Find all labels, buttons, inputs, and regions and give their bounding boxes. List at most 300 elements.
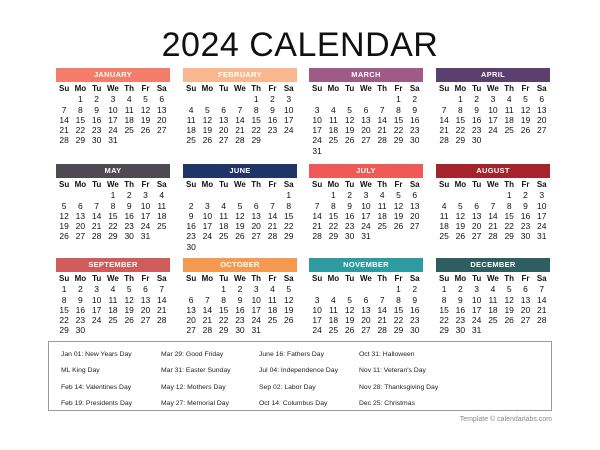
- weekday-label: We: [107, 274, 119, 283]
- day-cell: 27: [251, 231, 261, 242]
- day-cell: 19: [393, 210, 404, 221]
- day-cell: 15: [59, 304, 69, 315]
- day-cell: 11: [268, 294, 277, 305]
- empty-cell: [248, 190, 264, 200]
- day-cell: 16: [75, 304, 86, 315]
- day-cell: 14: [91, 210, 102, 221]
- empty-cell: [309, 190, 325, 200]
- day-cell: 11: [439, 210, 449, 221]
- day-cell: 7: [61, 104, 67, 115]
- day-cell: 22: [393, 315, 404, 326]
- day-cell: 30: [409, 325, 420, 336]
- weekday-label: Su: [312, 84, 323, 93]
- empty-cell: [56, 94, 72, 104]
- day-cell: 2: [474, 94, 480, 105]
- day-cell: 20: [536, 114, 547, 125]
- day-cell: 10: [283, 104, 294, 115]
- empty-cell: [183, 190, 199, 200]
- weekday-label: Su: [312, 180, 323, 189]
- day-cell: 18: [218, 221, 229, 232]
- day-cell: 6: [474, 200, 480, 211]
- day-cell: 20: [361, 125, 371, 136]
- day-cell: 3: [253, 284, 259, 295]
- day-cell: 16: [455, 304, 466, 315]
- day-cell: 17: [108, 114, 118, 125]
- day-cell: 22: [455, 125, 466, 136]
- weekday-label: Su: [59, 274, 70, 283]
- day-cell: 29: [328, 231, 339, 242]
- day-cell: 4: [331, 104, 336, 115]
- day-cell: 8: [396, 294, 401, 305]
- day-cell: 31: [108, 135, 118, 146]
- day-cell: 26: [393, 221, 404, 232]
- day-cell: 19: [504, 304, 514, 315]
- holiday-item: Nov 28: Thanksgiving Day: [359, 383, 439, 391]
- day-cell: 4: [270, 284, 275, 295]
- month-october: [183, 258, 297, 336]
- day-cell: 29: [439, 325, 449, 336]
- day-cell: 22: [328, 221, 339, 232]
- day-cell: 10: [251, 294, 261, 305]
- day-cell: 4: [110, 284, 116, 295]
- day-cell: 27: [520, 315, 531, 326]
- day-cell: 19: [124, 304, 134, 315]
- weekday-label: Mo: [201, 84, 214, 93]
- month-days-grid: [56, 180, 170, 242]
- day-cell: 18: [186, 125, 196, 136]
- day-cell: 4: [221, 200, 227, 211]
- empty-cell: [216, 190, 232, 200]
- day-cell: 22: [283, 221, 294, 232]
- day-cell: 4: [331, 294, 336, 305]
- day-cell: 17: [140, 210, 151, 221]
- day-cell: 16: [409, 114, 420, 125]
- holiday-item: May 12: Mothers Day: [161, 383, 226, 391]
- day-cell: 13: [251, 210, 261, 221]
- day-cell: 30: [91, 135, 102, 146]
- month-days-grid: [436, 180, 550, 242]
- day-cell: 28: [267, 231, 278, 242]
- day-cell: 12: [59, 210, 69, 221]
- weekday-label: Sa: [156, 180, 167, 189]
- day-cell: 21: [439, 125, 449, 136]
- day-cell: 21: [488, 221, 498, 232]
- day-cell: 23: [124, 221, 134, 232]
- weekday-label: Mo: [327, 274, 340, 283]
- day-cell: 18: [124, 114, 134, 125]
- holiday-item: Jan 01: New Years Day: [61, 351, 132, 358]
- day-cell: 22: [251, 125, 261, 136]
- holiday-item: June 16: Fathers Day: [259, 351, 324, 358]
- day-cell: 25: [267, 315, 278, 326]
- weekday-label: We: [360, 84, 372, 93]
- weekday-label: Sa: [156, 84, 167, 93]
- day-cell: 30: [75, 325, 86, 336]
- day-cell: 25: [504, 125, 514, 136]
- weekday-label: Mo: [74, 274, 87, 283]
- day-cell: 2: [78, 284, 83, 295]
- day-cell: 17: [488, 114, 498, 125]
- day-cell: 29: [504, 231, 514, 242]
- day-cell: 15: [328, 210, 339, 221]
- day-cell: 14: [59, 114, 69, 125]
- day-cell: 20: [75, 221, 86, 232]
- weekday-label: Sa: [536, 274, 547, 283]
- day-cell: 27: [218, 135, 229, 146]
- day-cell: 13: [186, 304, 196, 315]
- day-cell: 14: [488, 210, 498, 221]
- empty-cell: [309, 284, 325, 294]
- weekday-label: Tu: [345, 274, 355, 283]
- day-cell: 3: [474, 284, 480, 295]
- empty-cell: [452, 190, 468, 200]
- day-cell: 1: [78, 94, 83, 105]
- day-cell: 11: [488, 294, 498, 305]
- weekday-label: We: [487, 180, 499, 189]
- weekday-label: Mo: [201, 274, 214, 283]
- day-cell: 19: [455, 221, 466, 232]
- weekday-label: Tu: [92, 180, 102, 189]
- holidays-box: [48, 341, 552, 411]
- day-cell: 5: [126, 284, 132, 295]
- day-cell: 6: [539, 94, 545, 105]
- day-cell: 1: [61, 284, 67, 295]
- month-days-grid: [309, 180, 423, 242]
- day-cell: 17: [312, 125, 322, 136]
- day-cell: 6: [523, 284, 528, 295]
- day-cell: 19: [59, 221, 69, 232]
- day-cell: 5: [347, 104, 353, 115]
- weekday-label: Su: [439, 84, 450, 93]
- day-cell: 14: [312, 210, 322, 221]
- weekday-label: We: [107, 180, 119, 189]
- day-cell: 27: [471, 231, 482, 242]
- day-cell: 9: [188, 210, 194, 221]
- day-cell: 11: [124, 104, 134, 115]
- day-cell: 21: [536, 304, 547, 315]
- holiday-column: [161, 351, 271, 417]
- day-cell: 29: [251, 135, 261, 146]
- day-cell: 7: [379, 294, 385, 305]
- day-cell: 6: [363, 294, 369, 305]
- day-cell: 23: [520, 221, 531, 232]
- day-cell: 17: [312, 315, 322, 326]
- day-cell: 16: [235, 304, 245, 315]
- day-cell: 30: [344, 231, 355, 242]
- day-cell: 4: [441, 200, 447, 211]
- month-days-grid: [56, 84, 170, 146]
- day-cell: 28: [312, 231, 322, 242]
- day-cell: 5: [506, 284, 512, 295]
- weekday-label: We: [107, 84, 119, 93]
- weekday-label: Th: [124, 180, 135, 189]
- day-cell: 8: [506, 200, 512, 211]
- day-cell: 7: [379, 104, 385, 115]
- day-cell: 26: [202, 135, 213, 146]
- day-cell: 27: [140, 315, 151, 326]
- day-cell: 12: [202, 114, 213, 125]
- day-cell: 5: [458, 200, 463, 211]
- weekday-label: Th: [504, 274, 515, 283]
- day-cell: 22: [504, 221, 514, 232]
- day-cell: 25: [328, 135, 339, 146]
- weekday-label: Fr: [521, 180, 530, 189]
- day-cell: 6: [363, 104, 369, 115]
- weekday-label: Tu: [92, 274, 102, 283]
- weekday-label: We: [360, 274, 372, 283]
- holiday-item: Nov 11: Veteran's Day: [359, 367, 426, 375]
- day-cell: 1: [221, 284, 227, 295]
- day-cell: 6: [143, 284, 148, 295]
- holiday-item: Oct 31: Halloween: [359, 351, 415, 358]
- day-cell: 23: [235, 315, 245, 326]
- day-cell: 9: [412, 104, 418, 115]
- day-cell: 30: [520, 231, 531, 242]
- day-cell: 8: [78, 104, 83, 115]
- holiday-item: Oct 14: Columbus Day: [259, 400, 328, 408]
- holiday-item: Mar 31: Easter Sunday: [161, 367, 231, 375]
- weekday-label: Th: [504, 84, 515, 93]
- month-header: FEBRUARY: [183, 68, 297, 82]
- day-cell: 30: [186, 241, 196, 252]
- weekday-label: Fr: [141, 274, 150, 283]
- month-march: [309, 68, 423, 156]
- day-cell: 18: [267, 304, 278, 315]
- day-cell: 14: [235, 114, 245, 125]
- holiday-item: May 27: Memorial Day: [161, 400, 229, 408]
- day-cell: 5: [286, 284, 292, 295]
- day-cell: 18: [328, 315, 339, 326]
- day-cell: 7: [94, 200, 100, 211]
- day-cell: 3: [490, 94, 496, 105]
- empty-cell: [232, 190, 248, 200]
- empty-cell: [325, 284, 341, 294]
- day-cell: 23: [267, 125, 278, 136]
- day-cell: 27: [75, 231, 86, 242]
- month-june: [183, 164, 297, 252]
- day-cell: 3: [94, 284, 100, 295]
- day-cell: 12: [124, 294, 134, 305]
- day-cell: 5: [143, 94, 148, 105]
- day-cell: 22: [218, 315, 229, 326]
- empty-cell: [436, 190, 452, 200]
- day-cell: 8: [110, 200, 116, 211]
- empty-cell: [374, 94, 390, 104]
- day-cell: 28: [536, 315, 547, 326]
- day-cell: 23: [91, 125, 102, 136]
- day-cell: 6: [78, 200, 83, 211]
- day-cell: 15: [283, 210, 294, 221]
- weekday-label: Tu: [345, 84, 355, 93]
- holiday-column: [359, 351, 469, 417]
- day-cell: 2: [188, 200, 194, 211]
- day-cell: 20: [140, 304, 151, 315]
- day-cell: 2: [237, 284, 243, 295]
- day-cell: 31: [361, 231, 371, 242]
- day-cell: 14: [439, 114, 449, 125]
- day-cell: 27: [186, 325, 196, 336]
- month-april: [436, 68, 550, 146]
- day-cell: 8: [221, 294, 227, 305]
- day-cell: 20: [156, 114, 167, 125]
- day-cell: 15: [108, 210, 118, 221]
- day-cell: 10: [536, 200, 547, 211]
- day-cell: 25: [186, 135, 196, 146]
- weekday-label: Th: [377, 180, 388, 189]
- weekday-label: Su: [186, 180, 197, 189]
- day-cell: 18: [504, 114, 514, 125]
- day-cell: 13: [75, 210, 86, 221]
- weekday-label: Mo: [74, 84, 87, 93]
- day-cell: 2: [458, 284, 463, 295]
- day-cell: 18: [328, 125, 339, 136]
- day-cell: 20: [361, 315, 371, 326]
- empty-cell: [374, 284, 390, 294]
- weekday-label: Th: [504, 180, 515, 189]
- month-december: [436, 258, 550, 336]
- weekday-label: Sa: [283, 180, 294, 189]
- day-cell: 7: [441, 104, 447, 115]
- day-cell: 20: [251, 221, 261, 232]
- day-cell: 12: [393, 200, 404, 211]
- day-cell: 9: [270, 104, 275, 115]
- day-cell: 3: [314, 294, 320, 305]
- day-cell: 1: [331, 190, 336, 201]
- weekday-label: Th: [124, 84, 135, 93]
- day-cell: 1: [253, 94, 259, 105]
- day-cell: 11: [157, 200, 167, 211]
- month-header: AUGUST: [436, 164, 550, 178]
- day-cell: 24: [140, 221, 151, 232]
- day-cell: 1: [110, 190, 116, 201]
- month-november: [309, 258, 423, 336]
- day-cell: 13: [520, 294, 531, 305]
- day-cell: 24: [471, 315, 482, 326]
- holiday-item: Feb 14: Valentines Day: [61, 383, 132, 391]
- day-cell: 30: [471, 135, 482, 146]
- day-cell: 26: [344, 135, 355, 146]
- day-cell: 11: [377, 200, 387, 211]
- weekday-label: We: [234, 84, 246, 93]
- day-cell: 18: [377, 210, 387, 221]
- empty-cell: [264, 190, 280, 200]
- month-header: DECEMBER: [436, 258, 550, 272]
- day-cell: 18: [488, 304, 498, 315]
- day-cell: 24: [91, 315, 102, 326]
- day-cell: 23: [409, 315, 420, 326]
- day-cell: 12: [504, 294, 514, 305]
- day-cell: 16: [520, 210, 531, 221]
- calendar-title: 2024 CALENDAR: [161, 26, 439, 64]
- day-cell: 3: [286, 94, 292, 105]
- month-header: JUNE: [183, 164, 297, 178]
- empty-cell: [485, 190, 501, 200]
- day-cell: 19: [140, 114, 151, 125]
- weekday-label: Sa: [409, 180, 420, 189]
- day-cell: 21: [377, 125, 387, 136]
- day-cell: 25: [108, 315, 118, 326]
- empty-cell: [183, 94, 199, 104]
- day-cell: 5: [396, 190, 401, 201]
- day-cell: 9: [458, 294, 463, 305]
- day-cell: 28: [156, 315, 167, 326]
- day-cell: 10: [91, 294, 102, 305]
- day-cell: 10: [202, 210, 213, 221]
- day-cell: 20: [409, 210, 420, 221]
- day-cell: 25: [439, 231, 449, 242]
- day-cell: 16: [91, 114, 102, 125]
- day-cell: 9: [237, 294, 243, 305]
- day-cell: 2: [126, 190, 132, 201]
- day-cell: 27: [156, 125, 167, 136]
- day-cell: 13: [536, 104, 547, 115]
- day-cell: 15: [75, 114, 86, 125]
- day-cell: 19: [344, 315, 355, 326]
- day-cell: 18: [156, 210, 167, 221]
- day-cell: 15: [439, 304, 449, 315]
- month-days-grid: [309, 274, 423, 336]
- month-header: JULY: [309, 164, 423, 178]
- day-cell: 17: [202, 221, 213, 232]
- day-cell: 24: [202, 231, 213, 242]
- day-cell: 7: [490, 200, 496, 211]
- day-cell: 7: [270, 200, 275, 211]
- month-header: NOVEMBER: [309, 258, 423, 272]
- day-cell: 21: [91, 221, 102, 232]
- day-cell: 24: [536, 221, 547, 232]
- day-cell: 14: [536, 294, 547, 305]
- day-cell: 24: [312, 325, 322, 336]
- day-cell: 23: [75, 315, 86, 326]
- day-cell: 15: [218, 304, 229, 315]
- empty-cell: [56, 190, 72, 200]
- day-cell: 24: [108, 125, 118, 136]
- empty-cell: [183, 284, 199, 294]
- day-cell: 10: [108, 104, 118, 115]
- day-cell: 25: [377, 221, 387, 232]
- month-header: MARCH: [309, 68, 423, 82]
- day-cell: 2: [347, 190, 353, 201]
- day-cell: 10: [361, 200, 371, 211]
- day-cell: 12: [283, 294, 294, 305]
- day-cell: 29: [283, 231, 294, 242]
- weekday-label: Mo: [201, 180, 214, 189]
- weekday-label: Fr: [268, 274, 277, 283]
- day-cell: 10: [488, 104, 498, 115]
- day-cell: 26: [504, 315, 514, 326]
- day-cell: 30: [409, 135, 420, 146]
- month-may: [56, 164, 170, 242]
- day-cell: 8: [331, 200, 336, 211]
- empty-cell: [89, 190, 105, 200]
- day-cell: 31: [251, 325, 261, 336]
- weekday-label: Sa: [536, 84, 547, 93]
- holiday-item: ML King Day: [61, 367, 100, 375]
- day-cell: 15: [504, 210, 514, 221]
- day-cell: 9: [94, 104, 100, 115]
- weekday-label: Tu: [219, 274, 229, 283]
- day-cell: 21: [202, 315, 213, 326]
- day-cell: 27: [361, 325, 371, 336]
- day-cell: 2: [412, 94, 418, 105]
- empty-cell: [216, 94, 232, 104]
- weekday-label: Fr: [268, 180, 277, 189]
- month-header: SEPTEMBER: [56, 258, 170, 272]
- day-cell: 2: [412, 284, 418, 295]
- day-cell: 1: [458, 94, 463, 105]
- month-days-grid: [56, 274, 170, 336]
- day-cell: 26: [59, 231, 69, 242]
